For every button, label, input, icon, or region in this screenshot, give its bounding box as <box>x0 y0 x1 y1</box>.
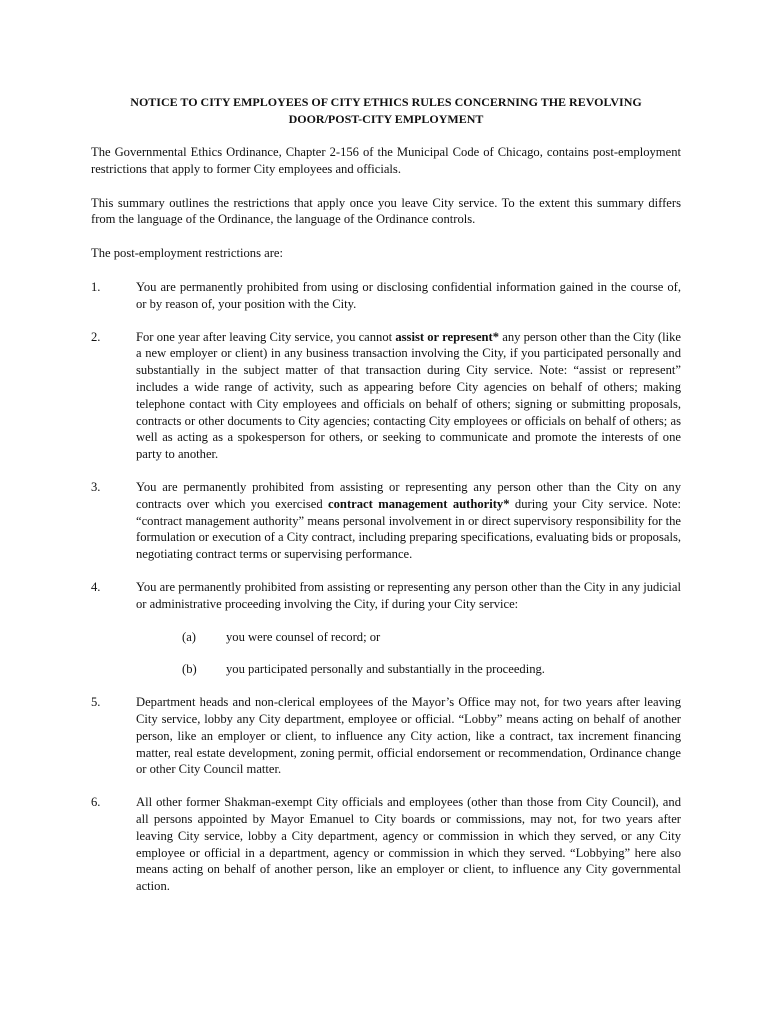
list-text-post: any person other than the City (like a new employer or client) in any business transaction involving the City, if you participated personally and substantially in the subject matter of that transaction during City service. Note: “assist or represent” includes a wide range of activity, such as appearing before City agencies on behalf of others; making telephone contact with City employees and officials on behalf of others; signing or submitting proposals, contracts or other documents to City agencies; contacting City employees or officials on behalf of others; as well as acting as a spokesperson for others, or seeking to communicate and promote the interests of one party to another. <box>136 329 681 462</box>
list-text: You are permanently prohibited from using or disclosing confidential information gained in the course of, or by reason of, your position with the City. <box>136 279 681 311</box>
list-text-pre: For one year after leaving City service, you cannot <box>136 329 396 344</box>
list-item-6 <box>91 794 681 895</box>
document-title <box>91 94 681 127</box>
intro-paragraph-restrictions: The post-employment restrictions are: <box>91 246 283 261</box>
title-line-1: NOTICE TO CITY EMPLOYEES OF CITY ETHICS RULES CONCERNING THE REVOLVING <box>130 95 642 109</box>
list-text: Department heads and non-clerical employees of the Mayor’s Office may not, for two years after leaving City service, lobby any City department, employee or official. “Lobby” means acting on behalf of another person, like an employer or client, to influence any City action, like a contract, tax increment financing matter, real estate development, zoning permit, official endorsement or recommendation, Ordinance change or other City Council matter. <box>136 695 681 777</box>
sub-letter: (b) <box>182 662 197 677</box>
sub-letter: (a) <box>182 629 196 644</box>
list-number: 5. <box>91 695 101 710</box>
list-text: You are permanently prohibited from assisting or representing any person other than the City in any judicial or administrative proceeding involving the City, if during your City service: <box>136 579 681 611</box>
defined-term-assist-or-represent: assist or represent* <box>395 329 500 344</box>
list-number: 6. <box>91 795 101 810</box>
list-number: 2. <box>91 329 101 344</box>
list-item-4 <box>91 579 681 678</box>
list-number: 1. <box>91 279 101 294</box>
defined-term-contract-management-authority: contract management authority* <box>328 496 510 511</box>
list-text <box>136 329 681 463</box>
list-text-post: during your City service. Note: “contract management authority” means personal involvement in or direct supervisory responsibility for the formulation or execution of a City contract, including preparing specifications, evaluating bids or proposals, negotiating contract terms or supervising performance. <box>136 496 681 562</box>
list-item-1 <box>91 279 681 313</box>
document-page <box>91 94 681 911</box>
sub-item-a <box>182 629 681 646</box>
list-item-2 <box>91 329 681 463</box>
sub-text: you were counsel of record; or <box>226 629 381 644</box>
list-item-5 <box>91 694 681 778</box>
sub-item-b <box>182 661 681 678</box>
list-number: 4. <box>91 579 101 594</box>
title-line-2: DOOR/POST-CITY EMPLOYMENT <box>288 111 484 126</box>
intro-paragraph-summary: This summary outlines the restrictions that apply once you leave City service. To the extent this summary differs from the language of the Ordinance, the language of the Ordinance controls. <box>91 195 681 227</box>
list-text: All other former Shakman-exempt City officials and employees (other than those from City Council), and all persons appointed by Mayor Emanuel to City boards or commissions, may not, for two years after leaving City service, lobby a City department, agency or commission in which they served, or any City employee or official in a department, agency or commission in which they served. “Lobbying” here also means acting on behalf of another person, like an employer or client, to influence any City governmental action. <box>136 795 681 894</box>
list-item-3 <box>91 479 681 563</box>
list-text <box>136 479 681 563</box>
list-number: 3. <box>91 479 101 494</box>
sub-text: you participated personally and substantially in the proceeding. <box>226 662 545 677</box>
intro-paragraph-ordinance: The Governmental Ethics Ordinance, Chapter 2-156 of the Municipal Code of Chicago, contains post-employment restrictions that apply to former City employees and officials. <box>91 145 681 176</box>
list-text-pre: You are permanently prohibited from assisting or representing any person other than the City on any contracts over which you exercised <box>136 479 681 511</box>
